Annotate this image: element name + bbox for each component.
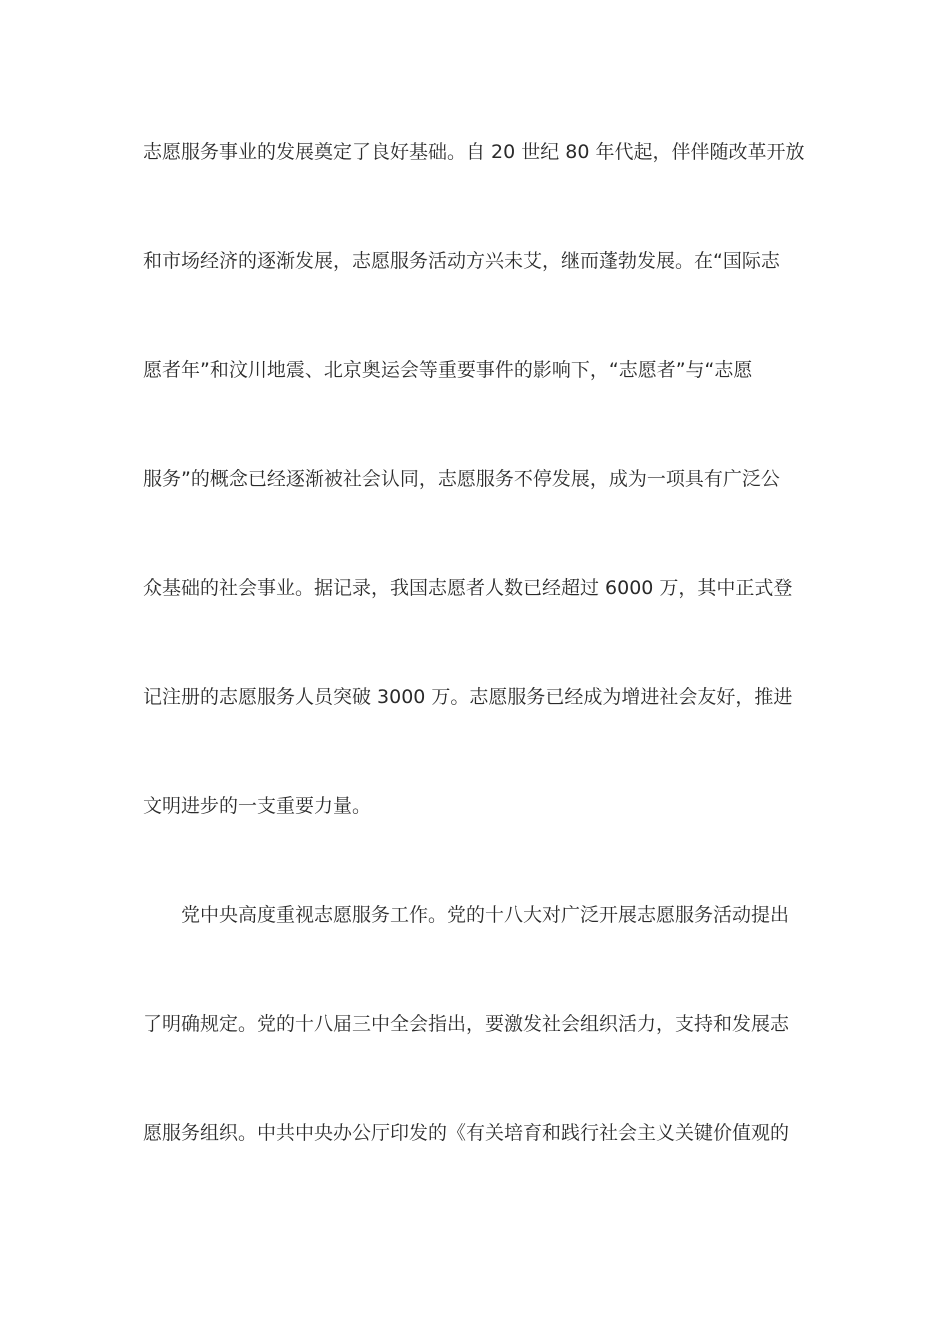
text-line-2: 和市场经济的逐渐发展，志愿服务活动方兴未艾，继而蓬勃发展。在“国际志 bbox=[143, 250, 780, 272]
document-body bbox=[143, 130, 808, 1220]
text-line-5: 众基础的社会事业。据记录，我国志愿者人数已经超过 6000 万，其中正式登 bbox=[143, 577, 793, 599]
paragraph-start-line: 党中央高度重视志愿服务工作。党的十八大对广泛开展志愿服务活动提出 bbox=[181, 904, 790, 926]
text-line-4: 服务”的概念已经逐渐被社会认同，志愿服务不停发展，成为一项具有广泛公 bbox=[143, 468, 780, 490]
text-line-3: 愿者年”和汶川地震、北京奥运会等重要事件的影响下，“志愿者”与“志愿 bbox=[143, 359, 753, 381]
text-line-10: 愿服务组织。中共中央办公厅印发的《有关培育和践行社会主义关键价值观的 bbox=[143, 1122, 790, 1144]
text-line-1: 志愿服务事业的发展奠定了良好基础。自 20 世纪 80 年代起，伴伴随改革开放 bbox=[143, 141, 805, 163]
text-line-9: 了明确规定。党的十八届三中全会指出，要激发社会组织活力，支持和发展志 bbox=[143, 1013, 790, 1035]
text-line-6: 记注册的志愿服务人员突破 3000 万。志愿服务已经成为增进社会友好，推进 bbox=[143, 686, 793, 708]
text-line-7: 文明进步的一支重要力量。 bbox=[143, 795, 372, 817]
